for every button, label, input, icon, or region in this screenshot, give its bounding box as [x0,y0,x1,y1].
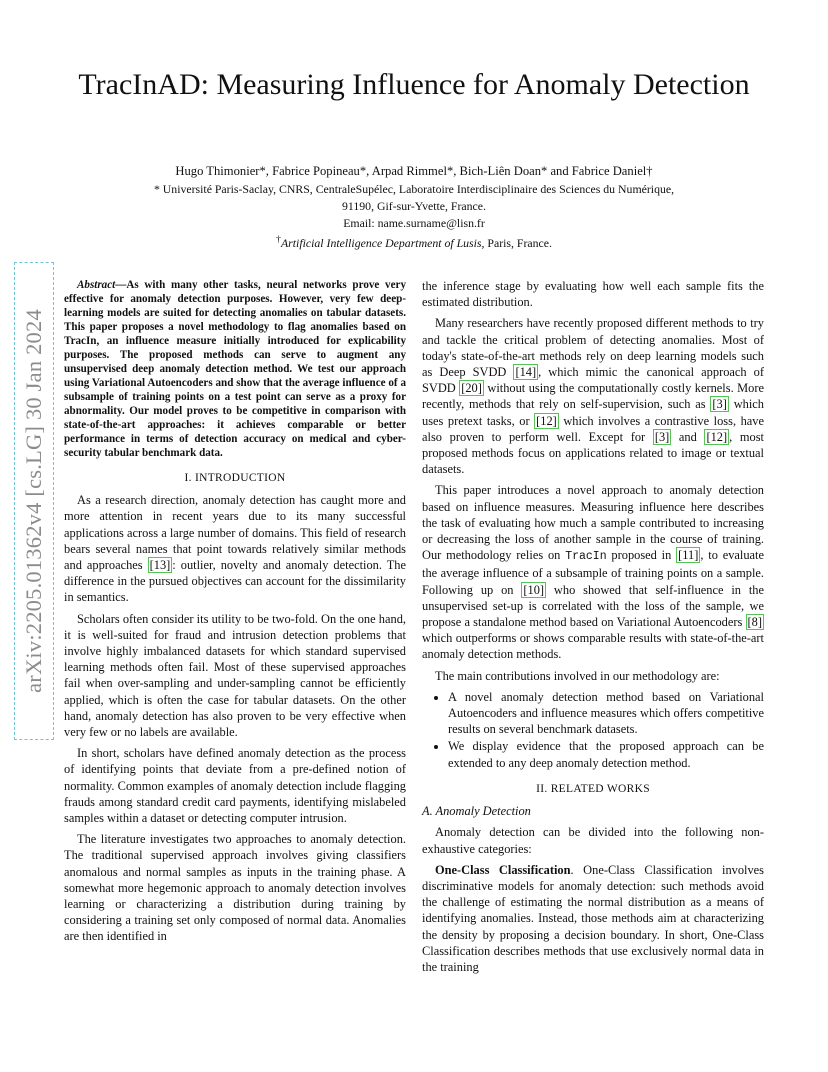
list-item: • We display evidence that the proposed approach can be extended to any deep anomaly detection method. [448,738,764,770]
email-line: Email: name.surname@lisn.fr [343,216,485,230]
related-paragraph-2: One-Class Classification. One-Class Classification involves discriminative models for anomaly detection: such methods avoid the challenge of estimating the normal distribution as a means of identifying anomalies. Instead, those methods aim at characterizing the density by proposing a decision boundary. In short, One-Class Classification describes methods that use exclusively normal data in the training [422,862,765,974]
contributions-intro: The main contributions involved in our methodology are: [435,668,720,683]
related-paragraph-1: Anomaly detection can be divided into the following non-exhaustive categories: [422,825,764,856]
contributions-list [422,689,764,771]
lusis-location: , Paris, France. [481,235,552,250]
intro-paragraph-3: In short, scholars have defined anomaly detection as the process of identifying points that deviate from a pre-defined notion of normality. Common examples of anomaly detection include flagging frauds among standard credit card payments, identifying mislabeled samples within a dataset or detecting computer intrusion. [64,746,406,826]
citation-link[interactable]: [20] [461,381,482,396]
one-class-term: One-Class Classification [435,862,571,877]
abstract-label: Abstract [77,279,116,291]
dagger-mark: † [276,234,281,245]
right-column [422,278,764,980]
citation-link[interactable]: [3] [654,429,670,444]
affiliation-line-3 [60,232,768,251]
citation-link[interactable]: [13] [149,558,171,573]
affiliation-line-2: 91190, Gif-sur-Yvette, France. [342,199,486,213]
arxiv-identifier[interactable]: arXiv:2205.01362v4 [cs.LG] 30 Jan 2024 [21,309,46,693]
subsection-heading-anomaly-detection: A. Anomaly Detection [422,804,531,819]
intro-paragraph-2: Scholars often consider its utility to be two-fold. On the one hand, it is well-suited for fraud and intrusion detection problems that involve highly imbalanced datasets for which standard supervised learning methods often fail. Most of these supervised approaches fail when over-sampling and under-sampling cannot be efficiently applied, which is often the case for tabular datasets. On the other hand, anomaly detection has also proven to be very effective when very few or no labels are available. [64,611,406,740]
intro-paragraph-1: As a research direction, anomaly detection has caught more and more attention in recent years due to its many successful applications across a large number of domains. This field of research bears several names that point towards relatively similar methods and approaches [13] : outlier, novelty and anomaly detection. The difference in the pursued objectives can account for the dissimilarity in semantics. [64,493,406,605]
citation-link[interactable]: [12] [536,413,557,428]
intro-paragraph-5: Many researchers have recently proposed different methods to try and tackle the critical problem of detecting anomalies. Most of today's state-of-the-art methods rely on deep learning models such as Deep SVDD [14] , which mimic the canonical approach of SVDD [20] without using the computationally costly kernels. More recently, methods that rely on self-supervision, such as [3] which uses pretext tasks, or [12] which involves a contrastive loss, have also proven to perform well. Except for [3] and [12] , most proposed methods focus on applications related to image or textual datasets. [422,316,764,477]
affiliation-line-1: * Université Paris-Saclay, CNRS, CentraleSupélec, Laboratoire Interdisciplinaire des Sciences du Numérique, [153,182,675,196]
paper-title: TracInAD: Measuring Influence for Anomaly Detection [78,68,750,101]
citation-link[interactable]: [14] [515,365,537,380]
section-heading-introduction: I. INTRODUCTION [184,472,286,484]
tracin-code: TracIn [565,550,607,564]
intro-paragraph-6: This paper introduces a novel approach to anomaly detection based on influence measures. Measuring influence here describes the task of evaluating how much a sample contributed to increasing or decreasing the loss of another sample in the course of training. Our methodology relies on TracIn proposed in [11] , to evaluate the average influence of a subsample of training points on a sample. Following up on [10] who showed that self-influence in the unsupervised set-up is correlated with the loss of the sample, we propose a standalone method based on Variational Autoencoders [8] which outperforms or shows comparable results with state-of-the-art anomaly detection methods. [422,483,765,662]
left-column [64,278,406,950]
intro-paragraph-continued: the inference stage by evaluating how well each sample fits the estimated distribution. [422,279,764,310]
citation-link[interactable]: [11] [678,548,699,563]
citation-link[interactable]: [8] [747,615,762,630]
abstract [64,278,406,460]
author-list: Hugo Thimonier*, Fabrice Popineau*, Arpad Rimmel*, Bich-Liên Doan* and Fabrice Daniel† [175,164,653,178]
citation-link[interactable]: [12] [706,429,728,444]
citation-link[interactable]: [3] [712,397,727,412]
intro-paragraph-4: The literature investigates two approaches to anomaly detection. The traditional supervised approach involves giving classifiers anomalous and normal samples as inputs in the training phase. A somewhat more hegemonic approach to anomaly detection involves learning or characterizing a distribution during training by considering a training set only composed of normal data. Anomalies are then identified in [64,832,406,944]
citation-link[interactable]: [10] [523,582,545,597]
list-item: • A novel anomaly detection method based on Variational Autoencoders and influence measures which offers competitive results on several benchmark datasets. [448,689,764,738]
section-heading-related-works: II. RELATED WORKS [536,782,650,795]
abstract-text: —As with many other tasks, neural networks prove very effective for anomaly detection purposes. However, very few deep-learning models are suited for detecting anomalies on tabular datasets. This paper proposes a novel methodology to flag anomalies based on TracIn, an influence measure initially introduced for explicability purposes. The proposed methods can serve to augment any unsupervised deep anomaly detection method. We test our approach using Variational Autoencoders and show that the average influence of a subsample of training points on a test point can serve as a proxy for abnormality. Our model proves to be competitive in comparison with state-of-the-art approaches: it achieves comparable or better performance in terms of detection accuracy on medical and cyber-security tabular benchmark data. [64,279,406,459]
lusis-affiliation: Artificial Intelligence Department of Lusis [280,235,482,250]
